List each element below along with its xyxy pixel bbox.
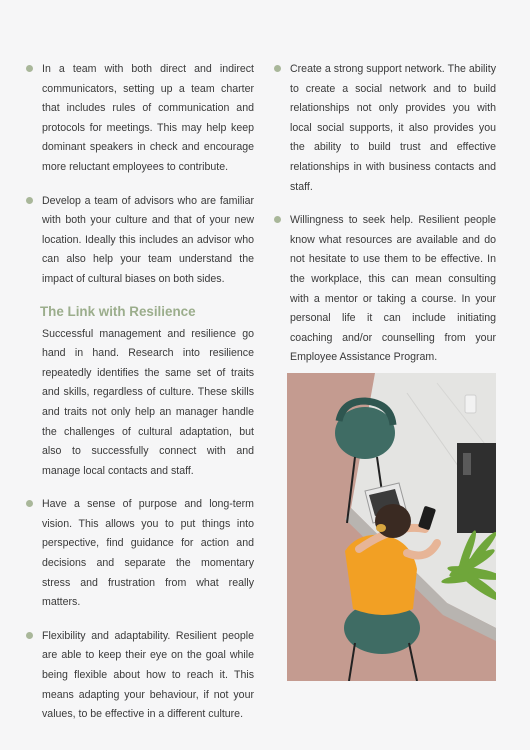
bullet-dot-icon — [26, 632, 33, 639]
list-item — [274, 60, 496, 197]
right-column — [274, 60, 496, 382]
list-item — [26, 495, 254, 613]
bullet-text: In a team with both direct and indirect communicators, setting up a team charter that includes rules of communication and protocols for meetings. This may help keep dominant speakers in check and encourage more reluctant employees to contribute. — [42, 63, 254, 173]
list-item — [26, 192, 254, 290]
list-item — [26, 60, 254, 178]
bullet-text: Develop a team of advisors who are familiar with both your culture and that of your new location. Ideally this includes an advisor who can also help your team understand the impact of cultural biases on both sides. — [42, 194, 254, 285]
bullet-dot-icon — [26, 500, 33, 507]
list-item — [274, 211, 496, 368]
section-heading: The Link with Resilience — [40, 303, 196, 319]
bullet-dot-icon — [26, 197, 33, 204]
office-photo — [287, 373, 496, 681]
bullet-text: Have a sense of purpose and long-term vision. This allows you to put things into perspective, find guidance for action and decisions and separate the momentary stress and frustration from what really matters. — [42, 498, 254, 609]
bullet-dot-icon — [274, 216, 281, 223]
bullet-text: Willingness to seek help. Resilient people know what resources are available and do not hesitate to use them to be effective. In the workplace, this can mean consulting with a mentor or taking a course. In your personal life it can include initiating coaching and/or counselling from your Employee Assistance Program. — [290, 214, 496, 364]
bullet-dot-icon — [274, 65, 281, 72]
section-paragraph — [26, 325, 254, 482]
list-item — [26, 627, 254, 725]
bullet-text: Flexibility and adaptability. Resilient people are able to keep their eye on the goal while being flexible about how to reach it. This means adapting your behaviour, if not your values, to be effective in a different culture. — [42, 629, 254, 721]
bullet-text: Create a strong support network. The ability to create a social network and to build relationships not only provides you with local social supports, it also provides you the ability to build trust and effective relationships in with business contacts and staff. — [290, 63, 496, 193]
left-column — [26, 60, 254, 739]
photo-illustration — [287, 373, 496, 681]
bullet-dot-icon — [26, 65, 33, 72]
paragraph-text: Successful management and resilience go hand in hand. Research into resilience repeatedly identifies the same set of traits and skills, regardless of culture. These skills and traits not only help an manager handle the challenges of cultural adaptation, but also to successfully connect with and manage local contacts and staff. — [42, 327, 254, 477]
